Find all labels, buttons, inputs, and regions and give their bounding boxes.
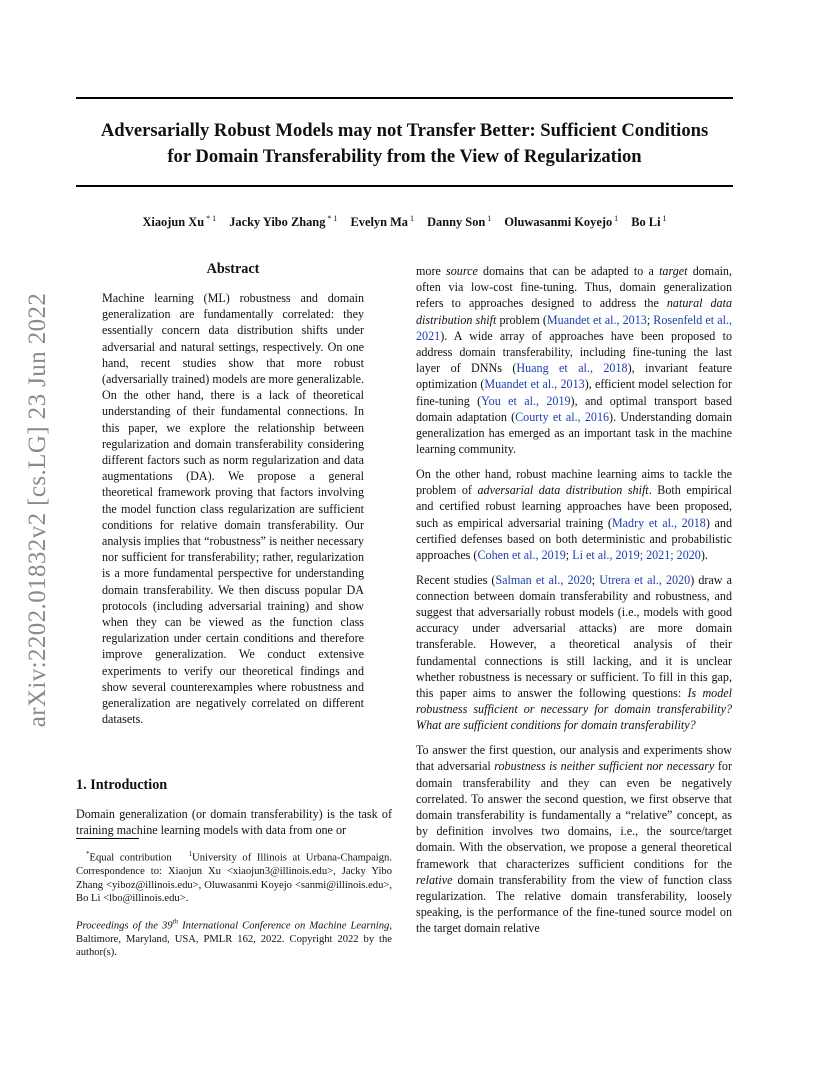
author <box>631 215 666 229</box>
citation-link[interactable]: Courty et al., 2016 <box>515 409 610 424</box>
text-run: ) draw a connection between domain transferability and robustness, and suggest that adversarially robust models (i.e., models with good accuracy under adversarial attacks) are more domain transferable. However, a theoretical analysis of their fundamental connections is still lacking, and it is unclear whether robustness is necessary or sufficient. To fill in this gap, this paper aims to answer the following questions: <box>416 572 732 701</box>
author <box>351 215 414 229</box>
text-run: Is model robustness sufficient or necessary for domain transferability? What are sufficient conditions for domain transferability? <box>416 686 732 733</box>
title-line-2: for Domain Transferability from the View of Regularization <box>167 146 642 167</box>
text-run: problem ( <box>496 312 547 327</box>
text-run: relative <box>416 872 453 887</box>
right-paragraph-2 <box>416 466 732 563</box>
bottom-rule <box>76 185 733 187</box>
citation-link[interactable]: Huang et al., 2018 <box>516 361 628 376</box>
right-paragraph-4 <box>416 742 732 936</box>
author-mark: 1 <box>487 214 492 223</box>
abstract-text: Machine learning (ML) robustness and domain generalization are fundamentally correlated: they essentially concern data distribution shifts under adversarial and natural settings, respectively. On one hand, recent studies show that more robust (adversarially trained) models are more generalizable. On the other hand, there is a lack of theoretical understanding of their fundamental connections. In this paper, we explore the relationship between regularization and domain transferability considering different factors such as norm regularization and data augmentations (DA). We propose a general theoretical framework proving that factors involving the model function class regularization are sufficient conditions for relative domain transferability. Our analysis implies that “robustness” is neither necessary nor sufficient for transferability; rather, regularization is a more fundamental perspective for understanding domain transferability. We then discuss popular DA protocols (including adversarial training) and show when they can be viewed as the function class regularization under certain conditions and therefore improve generalization. We conduct extensive experiments to verify our theoretical findings and show several counterexamples where robustness and generalization are negatively correlated on different datasets. <box>102 291 364 727</box>
footnote-rule <box>76 838 139 839</box>
text-run: target <box>659 264 688 278</box>
author-list <box>76 214 733 230</box>
arxiv-stamp-text: arXiv:2202.01832v2 [cs.LG] 23 Jun 2022 <box>24 292 51 728</box>
text-run: ). A wide array of approaches have been proposed to address domain transferability, including fine-tuning the last layer of DNNs ( <box>416 328 732 376</box>
citation-link[interactable]: Cohen et al., 2019 <box>477 547 566 562</box>
author <box>142 215 216 229</box>
author <box>504 215 618 229</box>
text-run: To answer the first question, our analysis and experiments show that adversarial <box>416 743 732 774</box>
author-name: Oluwasanmi Koyejo <box>504 215 613 230</box>
text-run: ), efficient model selection for fine-tuning ( <box>416 377 732 408</box>
text-run: source <box>446 264 478 278</box>
citation-link[interactable]: You et al., 2019 <box>481 393 571 408</box>
citation-link[interactable]: Salman et al., 2020 <box>495 572 592 587</box>
author-name: Evelyn Ma <box>350 215 408 230</box>
footnote <box>76 848 392 960</box>
text-run: Recent studies ( <box>416 572 496 587</box>
author-mark: * 1 <box>206 214 217 223</box>
paper-title <box>76 118 733 170</box>
author-name: Jacky Yibo Zhang <box>229 215 326 230</box>
text-run: ). <box>700 547 708 562</box>
author-name: Bo Li <box>631 215 661 230</box>
author-mark: * 1 <box>327 214 338 223</box>
citation-link[interactable]: Muandet et al., 2013 <box>546 312 647 327</box>
proceedings-sup: th <box>172 917 179 926</box>
text-run: robustness is neither sufficient nor necessary <box>494 759 715 774</box>
intro-paragraph-start: Domain generalization (or domain transferability) is the task of training machine learning models with data from one or <box>76 807 392 838</box>
citation-link[interactable]: Muandet et al., 2013 <box>484 377 585 392</box>
citation-link[interactable]: Li et al., 2019; 2021; 2020 <box>572 547 701 562</box>
text-run: ; <box>591 572 600 587</box>
author-name: Danny Son <box>427 215 486 230</box>
top-rule <box>76 97 733 99</box>
text-run: . Both empirical and certified robust learning approaches have been proposed, such as empirical adversarial training ( <box>416 483 732 530</box>
right-paragraph-1 <box>416 263 732 457</box>
text-run: ; <box>565 547 573 562</box>
text-run: domains that can be adapted to a <box>477 264 660 278</box>
text-run: for domain transferability and they can even be negatively correlated. To answer the second question, we first observe that domain transferability is fundamentally a “relative” concept, as by definition involves two domains, i.e., the source/target domain. With the observation, we propose a general theoretical framework that characterizes sufficient conditions for the <box>416 759 732 871</box>
footnote-affiliations: *Equal contribution $^1$University of Illinois at Urbana-Champaign. Correspondence to: Xiaojun Xu <xiaojun3@illinois.edu>, Jacky Yibo Zhang <yiboz@illinois.edu>, Oluwasanmi Koyejo <sanmi@illinois.edu>, Bo Li <lbo@illinois.edu>. <box>76 850 392 905</box>
abstract-heading: Abstract <box>206 261 260 277</box>
text-run: ). Understanding domain generalization has emerged as an important task in the machine learning community. <box>416 409 733 457</box>
text-run: ) and certified defenses based on both deterministic and probabilistic approaches ( <box>416 515 732 562</box>
text-run: natural data distribution shift <box>416 296 733 327</box>
author-name: Xiaojun Xu <box>142 215 205 230</box>
proceedings-b: International Conference on Machine Learning <box>178 920 390 932</box>
citation-link[interactable]: Rosenfeld et al., 2021 <box>416 312 732 343</box>
text-run: domain, often via low-cost fine-tuning. Thus, domain generalization refers to approaches designed to address the <box>416 264 733 311</box>
proceedings-note <box>76 916 392 960</box>
author-mark: 1 <box>662 214 667 223</box>
right-paragraph-3 <box>416 572 732 734</box>
proceedings-a: Proceedings of the 39 <box>76 920 173 932</box>
proceedings-c: , Baltimore, Maryland, USA, PMLR 162, 2022. Copyright 2022 by the author(s). <box>76 920 392 959</box>
text-run: domain transferability from the view of function class regularization. The relative domain transferability, loosely speaking, is the performance of the fine-tuned source model on the target domain relative <box>416 872 732 936</box>
text-run: more <box>416 264 447 278</box>
text-run: ), and optimal transport based domain adaptation ( <box>416 393 732 424</box>
footnote-affiliation-text: University of Illinois at Urbana-Champaign. Correspondence to: Xiaojun Xu <xiaojun3@illinois.edu>, Jacky Yibo Zhang <yiboz@illinois.edu>, Oluwasanmi Koyejo <sanmi@illinois.edu>, Bo Li <lbo@illinois.edu>. <box>76 852 392 905</box>
footnote-contribution: Equal contribution <box>89 852 172 864</box>
text-run: ; <box>646 312 654 327</box>
section-heading: 1. Introduction <box>76 777 168 793</box>
text-run: adversarial data distribution shift <box>477 483 649 498</box>
right-column <box>416 263 732 945</box>
text-run: On the other hand, robust machine learning aims to tackle the problem of <box>416 466 732 498</box>
author-mark: 1 <box>409 214 414 223</box>
citation-link[interactable]: Utrera et al., 2020 <box>599 572 691 587</box>
citation-link[interactable]: Madry et al., 2018 <box>611 515 706 530</box>
author <box>229 215 337 229</box>
text-run: ), invariant feature optimization ( <box>416 361 732 392</box>
author-mark: 1 <box>614 214 619 223</box>
title-line-1: Adversarially Robust Models may not Transfer Better: Sufficient Conditions <box>100 120 709 141</box>
author <box>427 215 491 229</box>
